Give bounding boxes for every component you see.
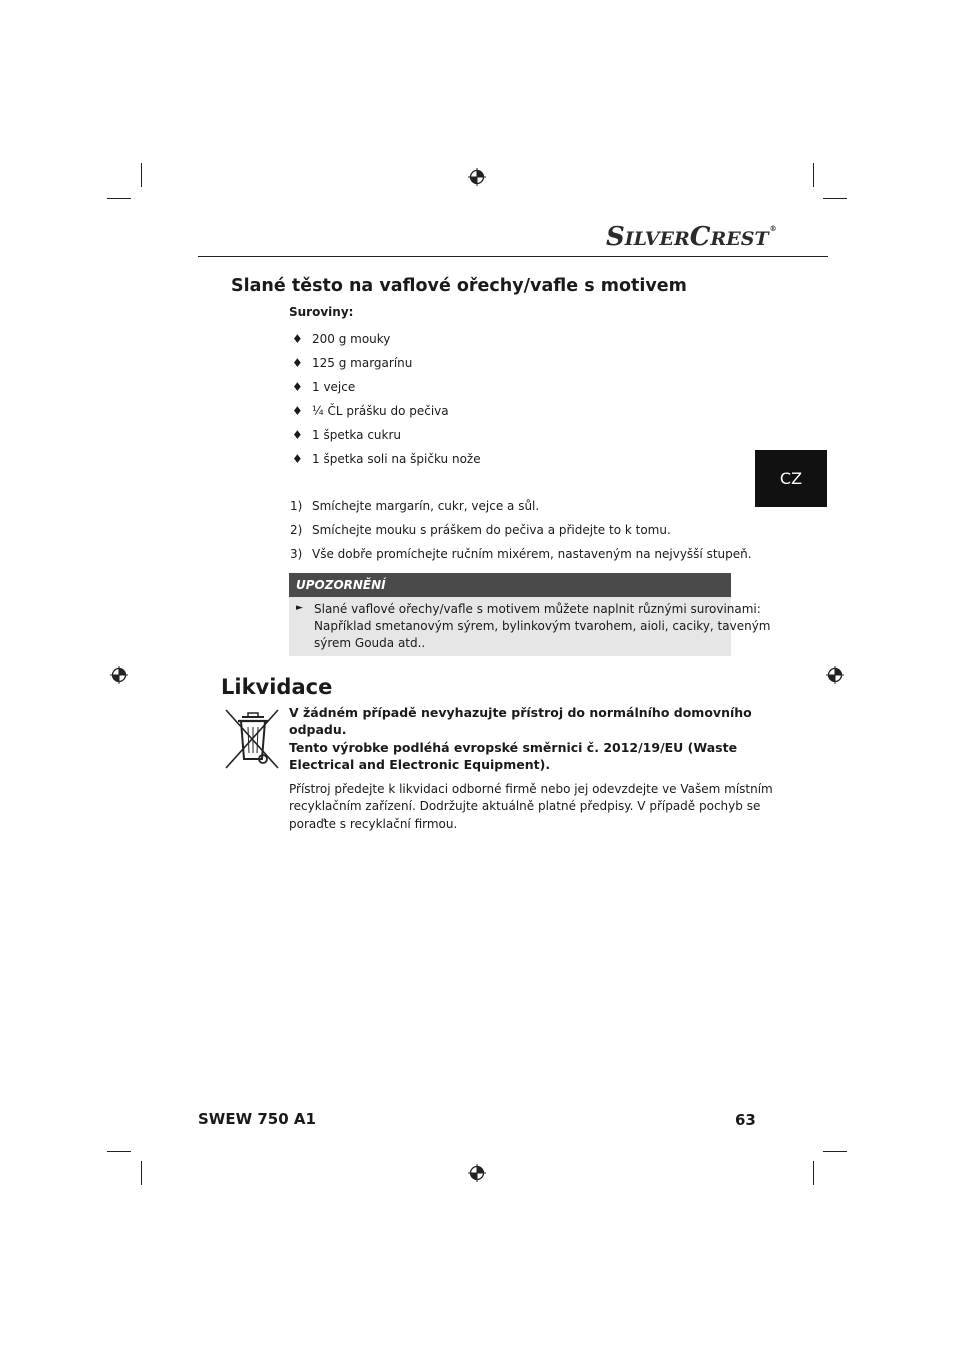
bullet-diamond-icon: ♦: [292, 428, 303, 442]
recipe-title: Slané těsto na vaflové ořechy/vafle s motivem: [231, 276, 687, 296]
bullet-diamond-icon: ♦: [292, 356, 303, 370]
ingredient-item: ♦ 1 špetka soli na špičku nože: [292, 452, 481, 466]
step-item: 2) Smíchejte mouku s práškem do pečiva a přidejte to k tomu.: [290, 523, 671, 537]
disposal-paragraph: Přístroj předejte k likvidaci odborné firmě nebo jej odevzdejte ve Vašem místním: [289, 782, 773, 796]
registration-mark-icon: [110, 666, 128, 684]
note-text: sýrem Gouda atd..: [314, 636, 426, 650]
ingredient-item: ♦ 1 vejce: [292, 380, 356, 394]
registration-mark-icon: [468, 168, 486, 186]
bullet-diamond-icon: ♦: [292, 452, 303, 466]
note-heading: UPOZORNĚNÍ: [289, 573, 731, 597]
language-tab: CZ: [755, 450, 827, 507]
arrow-right-icon: ►: [296, 603, 303, 613]
ingredients-label: Suroviny:: [289, 305, 354, 319]
crossed-out-wheelie-bin-icon: [224, 708, 280, 770]
crop-mark: [107, 1151, 131, 1152]
disposal-warning: Electrical and Electronic Equipment).: [289, 757, 551, 772]
bullet-diamond-icon: ♦: [292, 380, 303, 394]
registration-mark-icon: [826, 666, 844, 684]
bullet-diamond-icon: ♦: [292, 332, 303, 346]
ingredient-item: ♦ 200 g mouky: [292, 332, 391, 346]
page-number: 63: [735, 1111, 756, 1129]
model-number: SWEW 750 A1: [198, 1110, 316, 1128]
bullet-diamond-icon: ♦: [292, 404, 303, 418]
crop-mark: [107, 198, 131, 199]
ingredient-item: ♦ 1 špetka cukru: [292, 428, 402, 442]
header-divider: [198, 256, 828, 257]
brand-logo: SILVERCREST®: [606, 222, 777, 252]
disposal-paragraph: recyklačním zařízení. Dodržujte aktuálně platné předpisy. V případě pochyb se: [289, 799, 761, 813]
crop-mark: [141, 1161, 142, 1185]
crop-mark: [813, 1161, 814, 1185]
crop-mark: [823, 198, 847, 199]
step-item: 1) Smíchejte margarín, cukr, vejce a sůl.: [290, 499, 540, 513]
note-text: Například smetanovým sýrem, bylinkovým tvarohem, aioli, caciky, taveným: [314, 619, 771, 633]
ingredient-item: ♦ 125 g margarínu: [292, 356, 413, 370]
disposal-paragraph: poraďte s recyklační firmou.: [289, 817, 458, 831]
crop-mark: [141, 163, 142, 187]
disposal-warning: V žádném případě nevyhazujte přístroj do normálního domovního: [289, 705, 752, 720]
ingredient-item: ♦ ¼ ČL prášku do pečiva: [292, 404, 449, 418]
registration-mark-icon: [468, 1164, 486, 1182]
step-item: 3) Vše dobře promíchejte ručním mixérem, nastaveným na nejvyšší stupeň.: [290, 547, 752, 561]
disposal-title: Likvidace: [221, 675, 333, 699]
crop-mark: [823, 1151, 847, 1152]
disposal-warning: odpadu.: [289, 722, 347, 737]
crop-mark: [813, 163, 814, 187]
disposal-warning: Tento výrobke podléhá evropské směrnici č. 2012/19/EU (Waste: [289, 740, 738, 755]
note-text: Slané vaflové ořechy/vafle s motivem můžete naplnit různými surovinami:: [314, 602, 761, 616]
